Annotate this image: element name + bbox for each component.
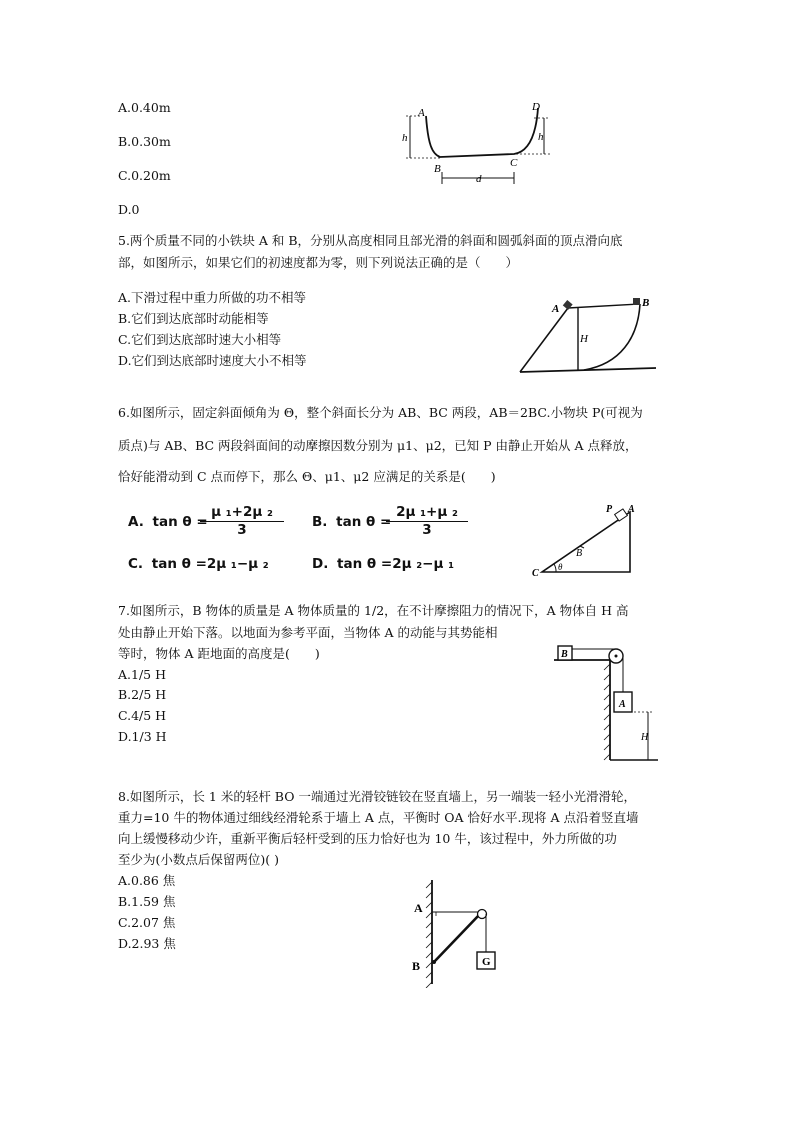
q5-option-a: A.下滑过程中重力所做的功不相等 <box>118 290 307 305</box>
q6-stem-line2: 质点)与 AB、BC 两段斜面间的动摩擦因数分别为 μ1、μ2，已知 P 由静止开始从 A 点释放， <box>118 438 638 453</box>
q6-label-c: C <box>532 568 539 579</box>
q8-rod-pulley-figure <box>406 876 514 988</box>
q8-stem-line2: 重力=10 牛的物体通过细线经滑轮系于墙上 A 点，平衡时 OA 恰好水平.现将 A 点沿着竖直墙 <box>118 810 639 825</box>
q8-stem-line1: 8.如图所示，长 1 米的轻杆 BO 一端通过光滑铰链铰在竖直墙上，另一端装一轻小光滑滑轮， <box>118 789 636 804</box>
q4-label-h-left: h <box>402 132 408 144</box>
q4-label-d-distance: d <box>476 173 482 185</box>
q6-angle-arc <box>554 564 556 572</box>
q5-top-line <box>568 304 640 308</box>
q4-label-a: A <box>418 107 425 119</box>
q4-label-b: B <box>434 163 441 175</box>
q5-label-b: B <box>642 297 650 309</box>
q7-stem-line3: 等时，物体 A 距地面的高度是( ) <box>118 646 320 661</box>
q6-option-d: D. tan θ =2μ ₂−μ ₁ <box>312 556 455 572</box>
q7-option-c: C.4/5 H <box>118 708 167 723</box>
q6-option-c: C. tan θ =2μ ₁−μ ₂ <box>128 556 269 572</box>
q6-stem-line3: 恰好能滑动到 C 点而停下，那么 Θ、μ1、μ2 应满足的关系是( ) <box>118 469 496 484</box>
q8-option-b: B.1.59 焦 <box>118 894 176 909</box>
q6-label-theta: θ <box>558 562 563 572</box>
q8-option-c: C.2.07 焦 <box>118 915 176 930</box>
q7-option-d: D.1/3 H <box>118 729 167 744</box>
q8-option-d: D.2.93 焦 <box>118 936 176 951</box>
q4-label-h-right: h <box>538 131 544 143</box>
q8-label-b: B <box>412 959 421 973</box>
q5-stem-line2: 部，如图所示，如果它们的初速度都为零，则下列说法正确的是（ ） <box>118 255 519 270</box>
q5-arc-incline <box>584 304 640 370</box>
q4-label-c: C <box>510 157 518 169</box>
q7-label-a: A <box>619 699 626 710</box>
q8-stem-line4: 至少为(小数点后保留两位)( ) <box>118 852 279 867</box>
q8-pulley <box>478 910 487 919</box>
q6-option-a-fraction: μ ₁+2μ ₂ 3 <box>200 504 284 538</box>
q5-label-a: A <box>552 303 560 315</box>
q6-block-p <box>615 509 628 521</box>
q6-incline-triangle <box>542 512 630 572</box>
q7-option-a: A.1/5 H <box>118 667 166 682</box>
q4-option-b: B.0.30m <box>118 134 171 149</box>
q5-label-h: H <box>580 333 588 345</box>
q8-stem-line3: 向上缓慢移动少许，重新平衡后轻杆受到的压力恰好也为 10 牛，该过程中，外力所做的功 <box>118 831 617 846</box>
q6-label-p: P <box>606 504 613 515</box>
q5-option-d: D.它们到达底部时速度大小不相等 <box>118 353 307 368</box>
q8-option-a: A.0.86 焦 <box>118 873 176 888</box>
q6-label-b: B <box>576 548 583 559</box>
q8-label-g: G <box>482 956 491 968</box>
q4-option-d: D.0 <box>118 202 140 217</box>
q8-hinge-b <box>432 960 436 964</box>
q5-incline-figure <box>512 292 660 378</box>
q7-wall-hatching <box>604 664 610 760</box>
q7-label-h: H <box>641 732 649 743</box>
q5-block-b <box>633 298 640 305</box>
q6-incline-figure <box>528 500 640 580</box>
q6-label-a: A <box>628 504 635 515</box>
q5-option-c: C.它们到达底部时速大小相等 <box>118 332 282 347</box>
q8-label-a: A <box>414 901 423 915</box>
q7-pulley-figure <box>548 640 668 764</box>
q4-option-c: C.0.20m <box>118 168 171 183</box>
q7-option-b: B.2/5 H <box>118 687 167 702</box>
q4-track-figure <box>396 96 556 188</box>
q4-label-d: D <box>532 101 540 113</box>
q8-rod-bo <box>434 914 480 962</box>
q6-option-b-fraction: 2μ ₁+μ ₂ 3 <box>386 504 468 538</box>
q6-option-a: A. tan θ = <box>128 514 208 530</box>
q7-label-b: B <box>561 649 568 660</box>
q4-option-a: A.0.40m <box>118 100 171 115</box>
q6-option-b: B. tan θ = <box>312 514 392 530</box>
q5-straight-incline <box>520 308 568 372</box>
q6-stem-line1: 6.如图所示，固定斜面倾角为 Θ，整个斜面长分为 AB、BC 两段，AB＝2BC.小物块 P(可视为 <box>118 405 643 420</box>
q5-option-b: B.它们到达底部时动能相等 <box>118 311 269 326</box>
q7-stem-line2: 处由静止开始下落。以地面为参考平面，当物体 A 的动能与其势能相 <box>118 625 498 640</box>
q5-stem-line1: 5.两个质量不同的小铁块 A 和 B，分别从高度相同且部光滑的斜面和圆弧斜面的顶点滑向底 <box>118 233 623 248</box>
q7-stem-line1: 7.如图所示，B 物体的质量是 A 物体质量的 1/2，在不计摩擦阻力的情况下，A 物体自 H 高 <box>118 603 629 618</box>
q4-track-curve <box>426 108 538 157</box>
